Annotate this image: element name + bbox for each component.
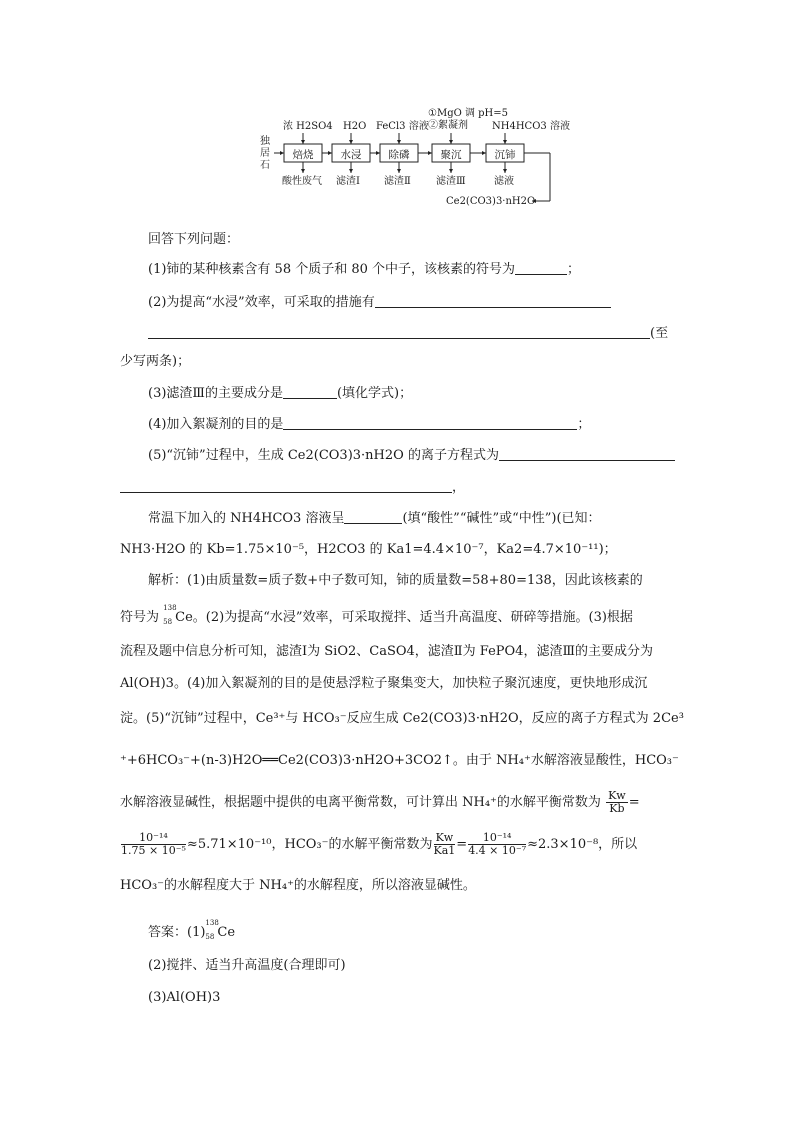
isotope-symbol: 138 58 <box>163 604 177 626</box>
product-label: Ce2(CO3)3·nH2O <box>446 196 536 207</box>
step-label: 聚沉 <box>440 149 462 161</box>
output-label: 滤液 <box>494 176 514 187</box>
input-label: NH4HCO3 溶液 <box>492 121 570 132</box>
input-label: ①MgO 调 pH=5 <box>428 108 509 119</box>
question-1: (1)铈的某种核素含有 58 个质子和 80 个中子，该核素的符号为 ； <box>148 262 581 277</box>
answer-line: (3)Al(OH)3 <box>148 990 221 1005</box>
question-5-line2: ， <box>120 480 680 496</box>
fraction: $\frac{Kw}{Ka1}$ <box>433 831 456 857</box>
input-label: FeCl3 溶液 <box>376 121 429 132</box>
answer-line: 答案：(1) 138 58 Ce <box>148 919 236 941</box>
answer-blank <box>515 262 567 275</box>
answer-blank <box>148 326 650 339</box>
intro-text: 回答下列问题： <box>148 232 240 247</box>
step-label: 水浸 <box>340 149 362 161</box>
fraction: $\frac{\text{10⁻¹⁴}}{\text{1.75 × 10⁻⁵}}$ <box>121 831 186 857</box>
input-label: H2O <box>343 121 367 132</box>
isotope-symbol: 138 58 <box>205 919 219 941</box>
input-label: ②絮凝剂 <box>428 120 468 131</box>
answer-blank <box>499 448 675 461</box>
process-flow-diagram <box>250 104 570 214</box>
analysis-line: $\frac{\text{10⁻¹⁴}}{\text{1.75 × 10⁻⁵}}$ ≈5.71×10⁻¹⁰，HCO₃⁻的水解平衡常数为 $\frac{Kw}{Ka1}$ = $\frac{\text{10⁻¹⁴}}{\text{4.4 × 10⁻⁷}}$ ≈2.3×10⁻⁸，所以 <box>121 831 638 857</box>
analysis-line: Al(OH)3。(4)加入絮凝剂的目的是使悬浮粒子聚集变大，加快粒子聚沉速度，更快地形成沉 <box>120 676 648 691</box>
answer-blank <box>120 480 452 493</box>
input-label: 浓 H2SO4 <box>283 121 333 132</box>
output-label: 滤渣Ⅰ <box>336 176 360 187</box>
question-2: (2)为提高“水浸”效率，可采取的措施有 <box>148 295 708 311</box>
answer-blank <box>375 295 611 308</box>
question-6: 常温下加入的 NH4HCO3 溶液呈 (填“酸性”“碱性”或“中性”)(已知： <box>148 511 601 526</box>
analysis-line: 流程及题中信息分析可知，滤渣Ⅰ为 SiO2、CaSO4，滤渣Ⅱ为 FePO4，滤渣Ⅲ的主要成分为 <box>120 644 653 659</box>
analysis-line: ⁺+6HCO₃⁻+(n-3)H2O══Ce2(CO3)3·nH2O+3CO2↑。由于 NH₄⁺水解溶液显酸性，HCO₃⁻ <box>120 753 679 768</box>
analysis-line: HCO₃⁻的水解程度大于 NH₄⁺的水解程度，所以溶液显碱性。 <box>120 878 476 893</box>
answer-line: (2)搅拌、适当升高温度(合理即可) <box>148 958 346 973</box>
fraction: $\frac{Kw}{Kb}$ <box>608 789 626 815</box>
output-label: 滤渣Ⅱ <box>384 176 411 187</box>
question-2-cont: 少写两条)； <box>120 354 191 369</box>
answer-blank <box>283 386 337 399</box>
step-label: 除磷 <box>388 149 410 161</box>
analysis-line: 符号为 138 58 Ce。(2)为提高“水浸”效率，可采取搅拌、适当升高温度、研碎等措施。(3)根据 <box>120 604 633 626</box>
output-label: 滤渣Ⅲ <box>436 176 466 187</box>
analysis-line: 淀。(5)“沉铈”过程中，Ce³⁺与 HCO₃⁻反应生成 Ce2(CO3)3·nH2O，反应的离子方程式为 2Ce³ <box>120 711 684 726</box>
question-2-line2: (至 <box>148 326 708 342</box>
start-label: 独居石 <box>260 136 270 171</box>
question-3: (3)滤渣Ⅲ的主要成分是 (填化学式)； <box>148 386 413 401</box>
answer-blank <box>344 511 402 524</box>
step-label: 焙烧 <box>292 149 314 161</box>
analysis-line: 水解溶液显碱性，根据题中提供的电离平衡常数，可计算出 NH₄⁺的水解平衡常数为 $\frac{Kw}{Kb}$ = <box>120 789 640 815</box>
step-label: 沉铈 <box>494 149 516 161</box>
question-4: (4)加入絮凝剂的目的是 ； <box>148 417 591 432</box>
analysis-line: 解析：(1)由质量数=质子数+中子数可知，铈的质量数=58+80=138，因此该核素的 <box>148 573 643 588</box>
fraction: $\frac{\text{10⁻¹⁴}}{\text{4.4 × 10⁻⁷}}$ <box>468 831 527 857</box>
output-label: 酸性废气 <box>282 176 322 187</box>
question-5: (5)“沉铈”过程中，生成 Ce2(CO3)3·nH2O 的离子方程式为 <box>148 448 708 464</box>
question-6-constants: NH3·H2O 的 Kb=1.75×10⁻⁵，H2CO3 的 Ka1=4.4×10⁻⁷，Ka2=4.7×10⁻¹¹)； <box>120 542 617 557</box>
answer-blank <box>283 417 577 430</box>
